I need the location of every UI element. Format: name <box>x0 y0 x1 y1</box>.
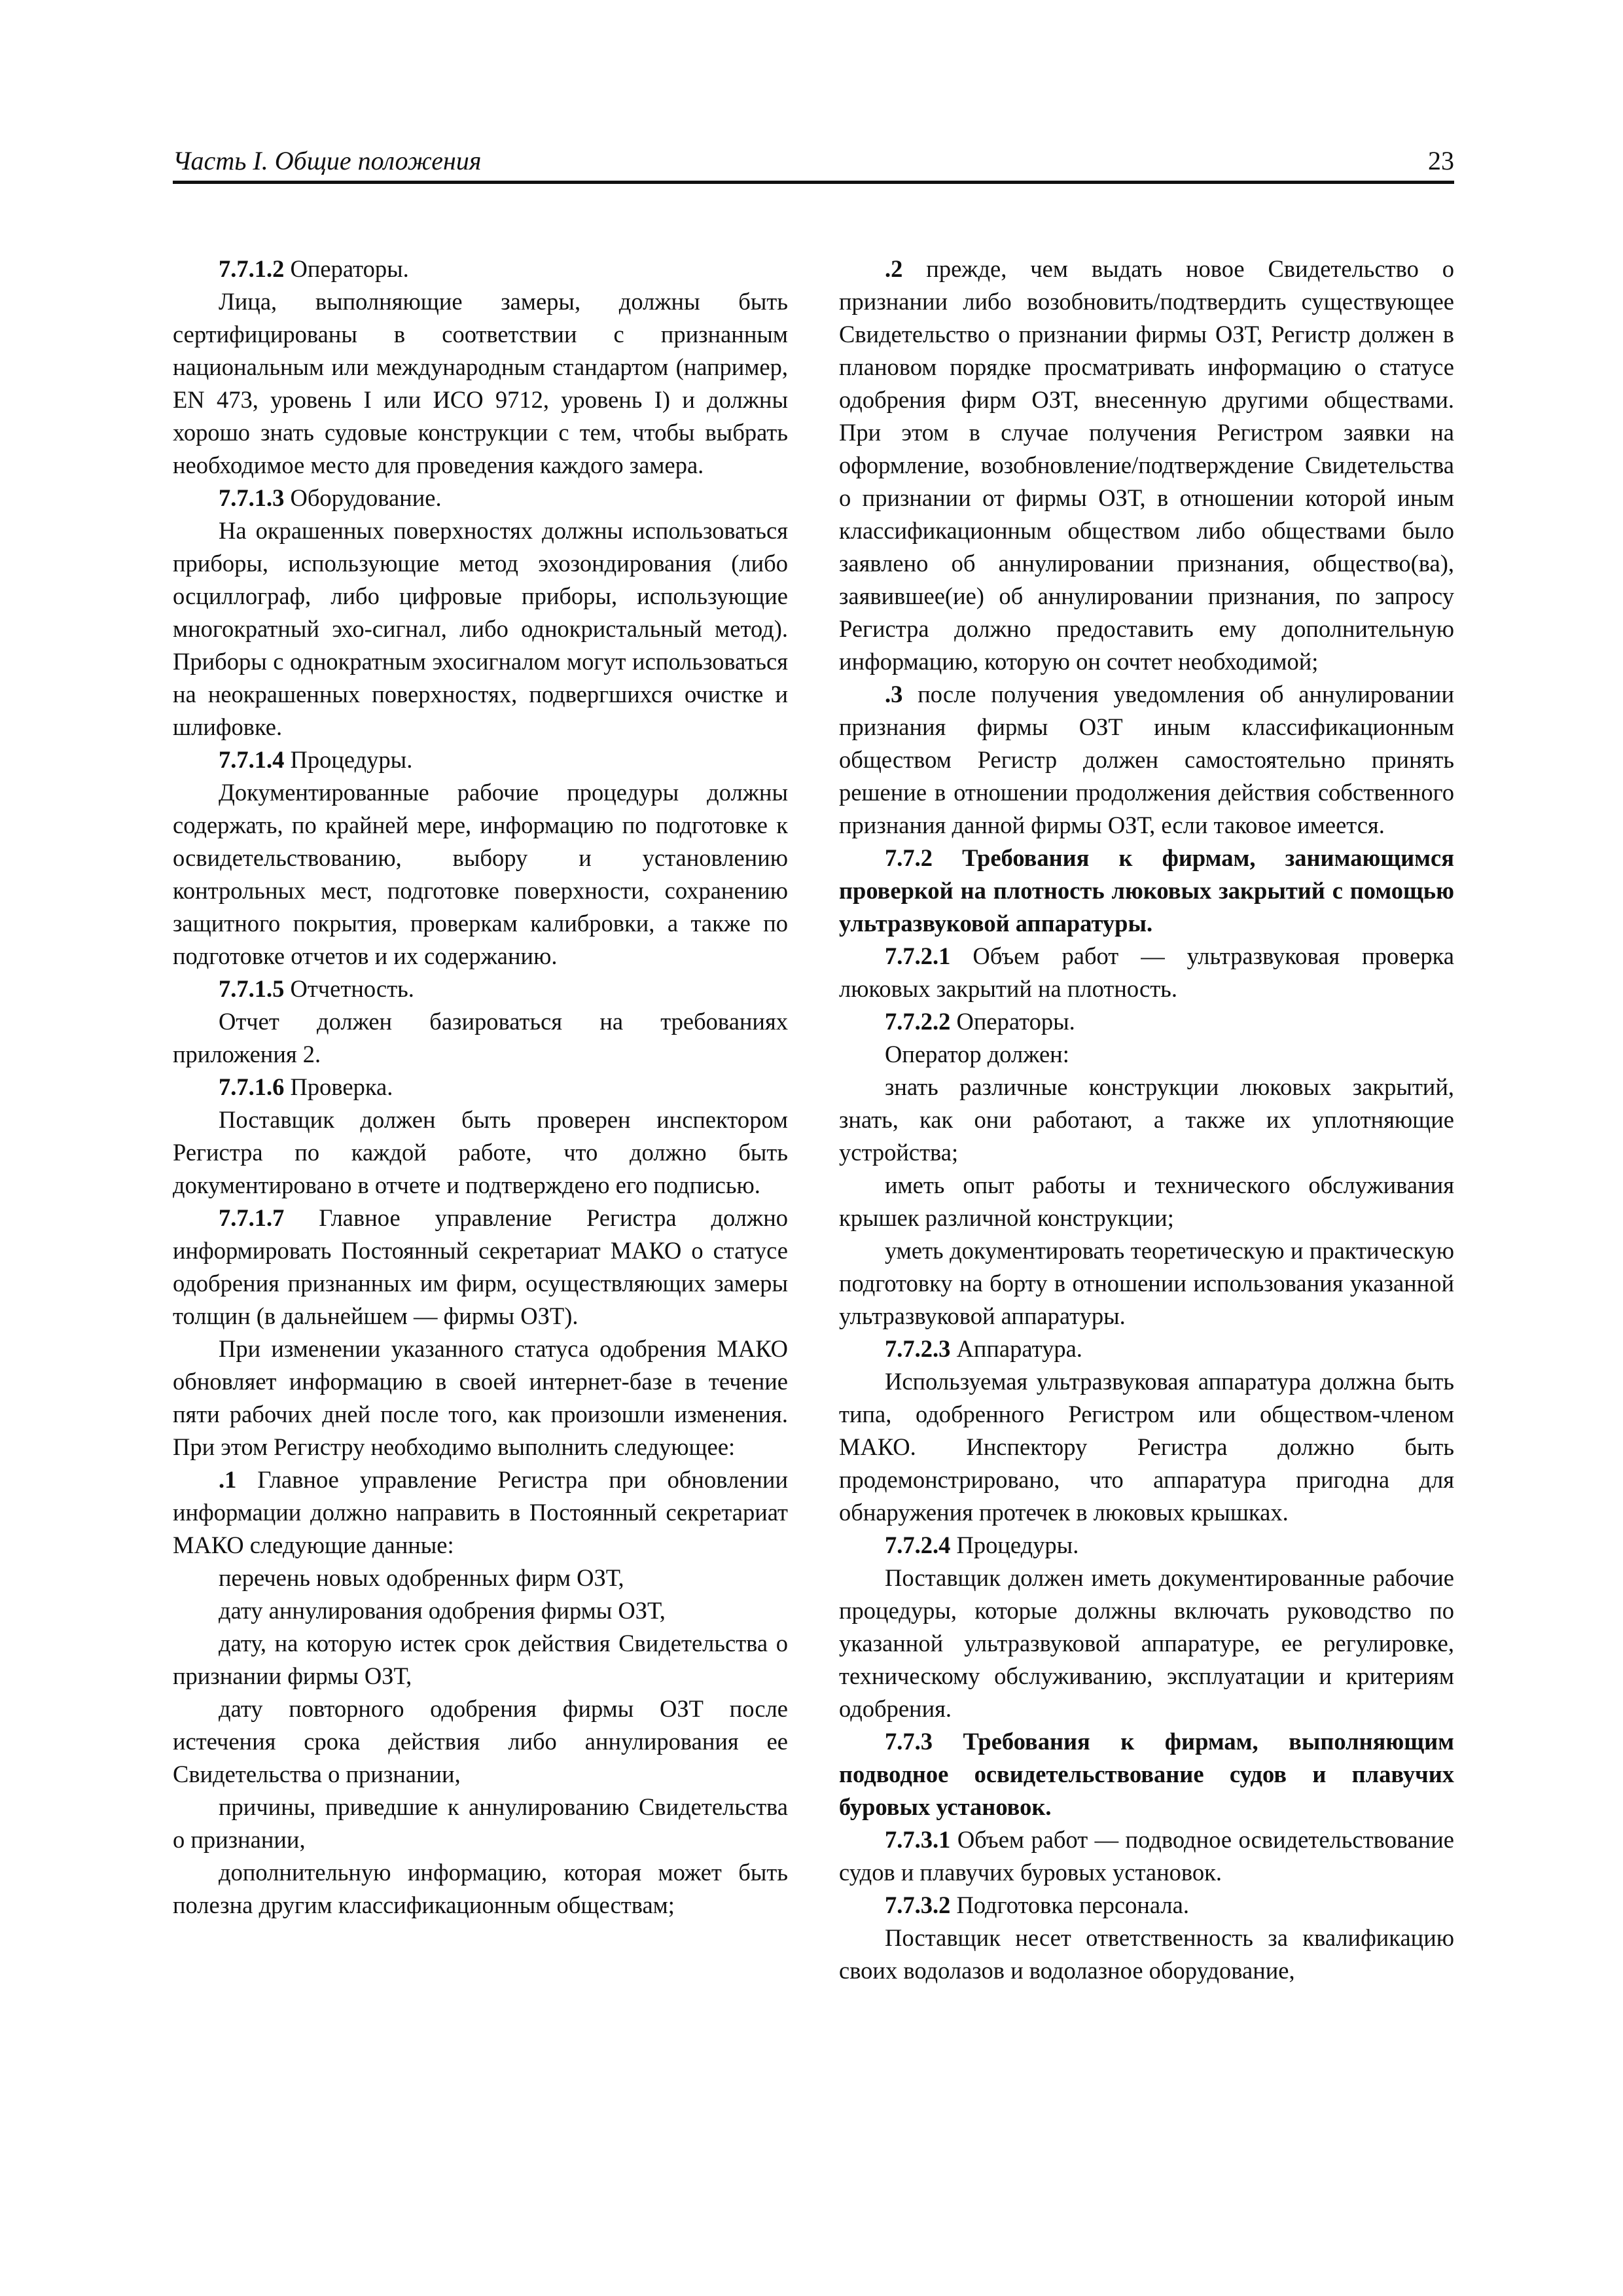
paragraph: дополнительную информацию, которая может быть полезна другим классификационным обществам; <box>173 1859 788 1918</box>
paragraph: 7.7.2.1 Объем работ — ультразвуковая проверка люковых закрытий на плотность. <box>839 942 1454 1002</box>
paragraph: знать различные конструкции люковых закрытий, знать, как они работают, а также их уплотняющие устройства; <box>839 1073 1454 1166</box>
paragraph: 7.7.1.3 Оборудование. <box>219 484 442 511</box>
paragraph: Поставщик должен быть проверен инспектором Регистра по каждой работе, что должно быть документировано в отчете и подтверждено его подписью. <box>173 1106 788 1198</box>
section-heading: 7.7.3 Требования к фирмам, выполняющим подводное освидетельствование судов и плавучих буровых установок. <box>839 1728 1454 1820</box>
paragraph: 7.7.2.2 Операторы. <box>885 1008 1075 1035</box>
paragraph: Оператор должен: <box>885 1041 1069 1067</box>
page-number: 23 <box>1428 146 1454 175</box>
paragraph: .1 Главное управление Регистра при обновлении информации должно направить в Постоянный секретариат МАКО следующие данные: <box>173 1466 788 1558</box>
paragraph: Поставщик несет ответственность за квалификацию своих водолазов и водолазное оборудование, <box>839 1924 1454 1984</box>
clause-number: 7.7.1.2 <box>219 255 285 282</box>
paragraph: 7.7.1.6 Проверка. <box>219 1073 393 1100</box>
clause-number: 7.7.2.2 <box>885 1008 951 1035</box>
paragraph: 7.7.1.2 Операторы. <box>219 255 409 282</box>
paragraph: Лица, выполняющие замеры, должны быть сертифицированы в соответствии с признанным национальным или международным стандартом (например, EN 473, уровень I или ИСО 9712, уровень I) и должны хорошо знать судовые конструкции с тем, чтобы выбрать необходимое место для проведения каждого замера. <box>173 288 788 478</box>
paragraph: 7.7.1.4 Процедуры. <box>219 746 413 773</box>
paragraph: .3 после получения уведомления об аннулировании признания фирмы ОЗТ иным классификационным обществом Регистр должен самостоятельно принять решение в отношении продолжения действия собственного признания данной фирмы ОЗТ, если таковое имеется. <box>839 681 1454 838</box>
clause-number: 7.7.1.7 <box>219 1204 285 1231</box>
left-column <box>173 253 788 1922</box>
paragraph: 7.7.1.7 Главное управление Регистра должно информировать Постоянный секретариат МАКО о статусе одобрения признанных им фирм, осуществляющих замеры толщин (в дальнейшем — фирмы ОЗТ). <box>173 1204 788 1329</box>
paragraph: уметь документировать теоретическую и практическую подготовку на борту в отношении использования указанной ультразвуковой аппаратуры. <box>839 1237 1454 1329</box>
clause-number: 7.7.2.4 <box>885 1532 951 1558</box>
paragraph: перечень новых одобренных фирм ОЗТ, <box>219 1564 624 1591</box>
clause-number: 7.7.1.3 <box>219 484 285 511</box>
section-heading: 7.7.2 Требования к фирмам, занимающимся проверкой на плотность люковых закрытий с помощью ультразвуковой аппаратуры. <box>839 844 1454 937</box>
header-title: Часть I. Общие положения <box>173 146 482 175</box>
running-header <box>173 141 1454 184</box>
clause-number: 7.7.1.5 <box>219 975 285 1002</box>
paragraph: На окрашенных поверхностях должны использоваться приборы, использующие метод эхозондирования (либо осциллограф, либо цифровые приборы, использующие многократный эхо-сигнал, либо однокристальный метод). Приборы с однократным эхосигналом могут использоваться на неокрашенных поверхностях, подвергшихся очистке и шлифовке. <box>173 517 788 740</box>
paragraph: При изменении указанного статуса одобрения МАКО обновляет информацию в своей интернет-базе в течение пяти рабочих дней после того, как произошли изменения. При этом Регистру необходимо выполнить следующее: <box>173 1335 788 1460</box>
clause-number: 7.7.1.4 <box>219 746 285 773</box>
paragraph: Документированные рабочие процедуры должны содержать, по крайней мере, информацию по подготовке к освидетельствованию, выбору и установлению контрольных мест, подготовке поверхности, сохранению защитного покрытия, проверкам калибровки, а также по подготовке отчетов и их содержанию. <box>173 779 788 969</box>
paragraph: причины, приведшие к аннулированию Свидетельства о признании, <box>173 1793 788 1853</box>
paragraph: 7.7.2.3 Аппаратура. <box>885 1335 1082 1362</box>
clause-number: 7.7.1.6 <box>219 1073 285 1100</box>
paragraph: Используемая ультразвуковая аппаратура должна быть типа, одобренного Регистром или обществом-членом МАКО. Инспектору Регистра должно быть продемонстрировано, что аппаратура пригодна для обнаружения протечек в люковых крышках. <box>839 1368 1454 1526</box>
list-number: .1 <box>219 1466 237 1493</box>
paragraph: 7.7.3.2 Подготовка персонала. <box>885 1892 1189 1918</box>
list-number: .2 <box>885 255 903 282</box>
clause-number: 7.7.2.1 <box>885 942 951 969</box>
list-number: .3 <box>885 681 903 708</box>
paragraph: 7.7.3.1 Объем работ — подводное освидетельствование судов и плавучих буровых установок. <box>839 1826 1454 1886</box>
paragraph: дату аннулирования одобрения фирмы ОЗТ, <box>219 1597 666 1624</box>
paragraph: .2 прежде, чем выдать новое Свидетельство о признании либо возобновить/подтвердить существующее Свидетельство о признании фирмы ОЗТ, Регистр должен в плановом порядке просматривать информацию о статусе одобрения фирм ОЗТ, внесенную другими обществами. При этом в случае получения Регистром заявки на оформление, возобновление/подтверждение Свидетельства о признании от фирмы ОЗТ, в отношении которой иным классификационным обществом либо обществами было заявлено об аннулировании признания, общество(ва), заявившее(ие) об аннулировании признания, по запросу Регистра должно предоставить ему дополнительную информацию, которую он сочтет необходимой; <box>839 255 1454 675</box>
paragraph: дату, на которую истек срок действия Свидетельства о признании фирмы ОЗТ, <box>173 1630 788 1689</box>
paragraph: Отчет должен базироваться на требованиях приложения 2. <box>173 1008 788 1067</box>
clause-number: 7.7.2.3 <box>885 1335 951 1362</box>
clause-number: 7.7.3.1 <box>885 1826 951 1853</box>
paragraph: 7.7.1.5 Отчетность. <box>219 975 414 1002</box>
paragraph: дату повторного одобрения фирмы ОЗТ после истечения срока действия либо аннулирования ее Свидетельства о признании, <box>173 1695 788 1787</box>
paragraph: 7.7.2.4 Процедуры. <box>885 1532 1079 1558</box>
paragraph: иметь опыт работы и технического обслуживания крышек различной конструкции; <box>839 1172 1454 1231</box>
right-column <box>839 253 1454 1987</box>
clause-number: 7.7.3.2 <box>885 1892 951 1918</box>
paragraph: Поставщик должен иметь документированные рабочие процедуры, которые должны включать руководство по указанной ультразвуковой аппаратуре, ее регулировке, техническому обслуживанию, эксплуатации и критериям одобрения. <box>839 1564 1454 1722</box>
